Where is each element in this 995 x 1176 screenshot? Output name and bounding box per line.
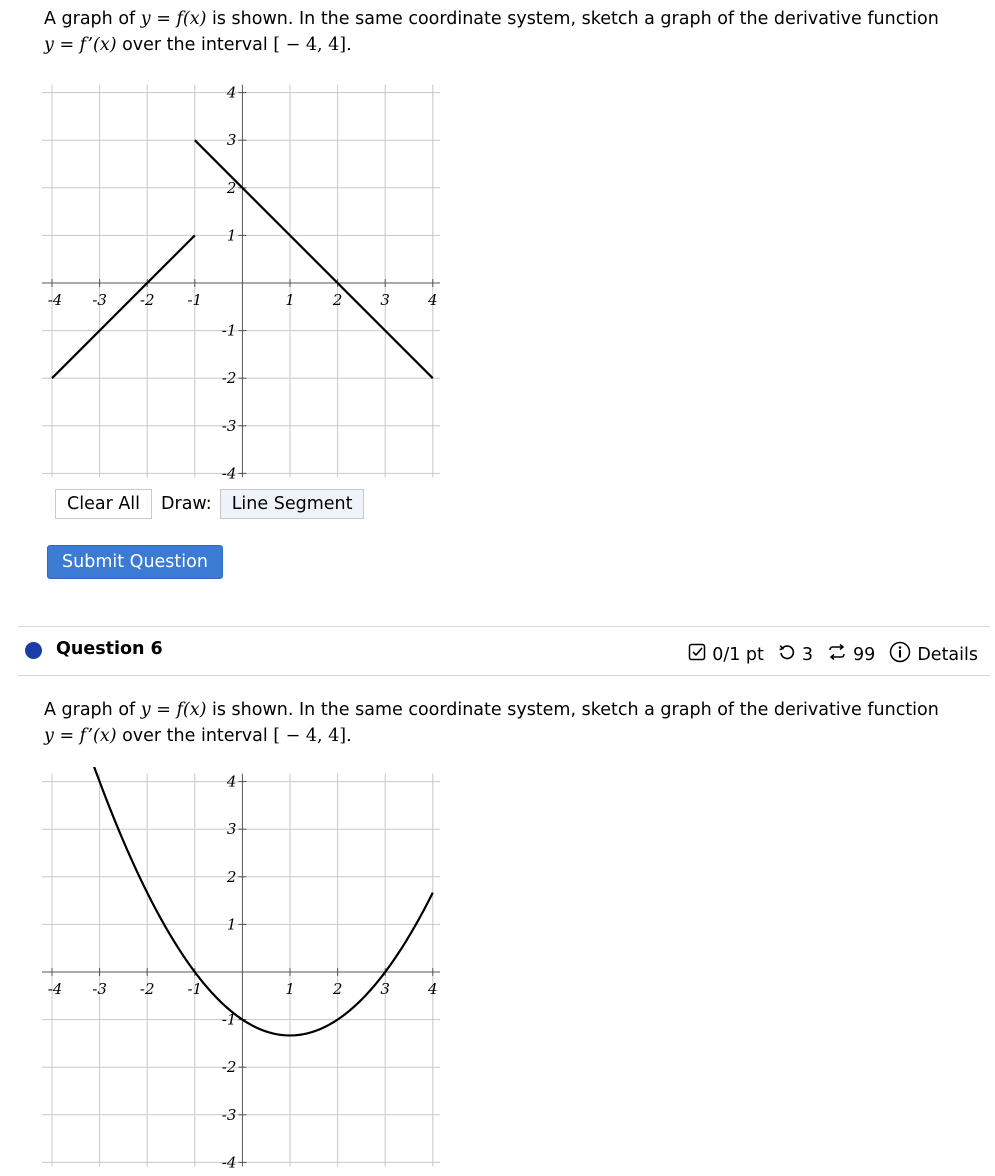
question-header	[24, 637, 984, 665]
y-tick-label: -4	[221, 464, 237, 482]
points-value: 0/1 pt	[712, 644, 764, 665]
details-link[interactable]: Details	[917, 644, 978, 665]
x-tick-label: -2	[139, 291, 155, 309]
clear-all-button[interactable]: Clear All	[55, 489, 152, 519]
y-tick-label: 1	[226, 915, 237, 934]
retry-icon	[778, 643, 796, 666]
q6-fx: y = f(x)	[140, 700, 207, 720]
y-tick-label: -2	[221, 369, 237, 388]
q5-fx: y = f(x)	[140, 9, 207, 29]
x-tick-label: -3	[92, 980, 107, 998]
y-tick-label: 1	[226, 226, 237, 245]
x-tick-label: 3	[380, 980, 390, 998]
line-segment-button[interactable]: Line Segment	[220, 489, 365, 519]
y-tick-label: -3	[221, 1105, 237, 1124]
y-tick-label: 3	[226, 820, 237, 839]
q5-graph-toolbar	[55, 489, 364, 519]
draw-label: Draw:	[161, 494, 212, 514]
q6-graph-canvas[interactable]	[42, 767, 442, 1176]
function-curve-2	[195, 140, 433, 378]
x-tick-label: 1	[285, 980, 295, 998]
function-curve-1	[52, 235, 195, 378]
x-tick-label: -4	[47, 291, 63, 309]
versions-icon	[827, 643, 847, 666]
q6-prompt: A graph of y = f(x) is shown. In the same coordinate system, sketch a graph of the derivative function y = f’(x) over the interval [ − 4, 4].	[44, 700, 939, 746]
q5-graph-canvas[interactable]	[42, 78, 442, 482]
y-tick-label: -3	[221, 416, 237, 435]
x-tick-label: 4	[428, 291, 438, 309]
x-tick-label: -2	[139, 980, 155, 998]
q5-prompt: A graph of y = f(x) is shown. In the same coordinate system, sketch a graph of the derivative function y = f’(x) over the interval [ − 4, 4].	[44, 9, 939, 55]
info-icon[interactable]	[889, 641, 911, 668]
y-tick-label: 2	[226, 867, 237, 886]
y-tick-label: 2	[226, 178, 237, 197]
y-tick-label: 3	[226, 131, 237, 150]
x-tick-label: 3	[380, 291, 390, 309]
y-tick-label: -1	[221, 1010, 237, 1029]
y-tick-label: -2	[221, 1058, 237, 1077]
y-tick-label: -4	[221, 1153, 237, 1172]
q5-interval: [ − 4, 4].	[273, 35, 352, 55]
question-meta	[688, 641, 978, 668]
y-tick-label: 4	[226, 83, 237, 102]
divider	[18, 626, 990, 627]
x-tick-label: 2	[332, 291, 343, 309]
x-tick-label: -1	[187, 980, 203, 998]
q5-fprime: y = f’(x)	[44, 35, 117, 55]
y-tick-label: -1	[221, 321, 237, 340]
x-tick-label: 2	[332, 980, 343, 998]
x-tick-label: -4	[47, 980, 63, 998]
function-curve-1	[65, 767, 433, 1035]
x-tick-label: 4	[428, 980, 438, 998]
y-tick-label: 4	[226, 772, 237, 791]
x-tick-label: -3	[92, 291, 107, 309]
question-status-dot	[25, 642, 42, 659]
x-tick-label: 1	[285, 291, 295, 309]
submit-question-button[interactable]: Submit Question	[47, 545, 223, 579]
question-title: Question 6	[56, 639, 163, 659]
checkbox-score-icon	[688, 643, 706, 666]
versions-value: 99	[853, 644, 876, 665]
q6-interval: [ − 4, 4].	[273, 726, 352, 746]
q6-fprime: y = f’(x)	[44, 726, 117, 746]
attempts-value: 3	[801, 644, 814, 665]
divider	[18, 675, 990, 676]
x-tick-label: -1	[187, 291, 203, 309]
